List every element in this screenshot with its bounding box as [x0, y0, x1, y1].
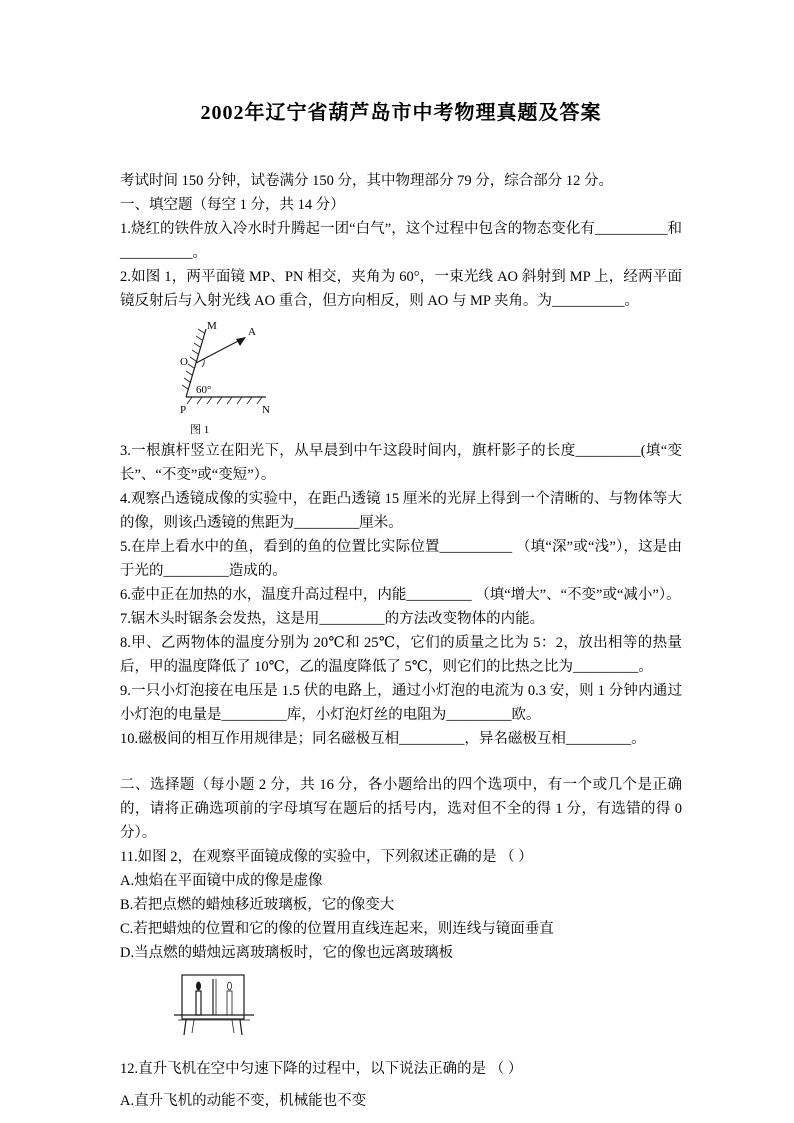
question-12-option-a: A.直升飞机的动能不变，机械能也不变 — [120, 1093, 367, 1109]
question-11-option-c: C.若把蜡烛的位置和它的像的位置用直线连起来，则连线与镜面垂直 — [120, 921, 554, 937]
section2-heading: 二、选择题（每小题 2 分，共 16 分，各小题给出的四个选项中，有一个或几个是正确的，请将正确选项前的字母填写在题后的括号内，选对但不全的得 1 分，有选错的得 0 分）。 — [120, 777, 682, 841]
question-10: 10.磁极间的相互作用规律是；同名磁极互相_________，异名磁极互相_________。 — [120, 731, 646, 747]
label-P: P — [180, 404, 187, 416]
question-11-option-b: B.若把点燃的蜡烛移近玻璃板，它的像变大 — [120, 897, 395, 913]
label-N: N — [262, 404, 270, 416]
figure-1-caption: 图 1 — [190, 424, 210, 436]
question-11-option-d: D.当点燃的蜡烛远离玻璃板时，它的像也远离玻璃板 — [120, 945, 454, 961]
question-9: 9.一只小灯泡接在电压是 1.5 伏的电路上，通过小灯泡的电流为 0.3 安，则 1 分钟内通过小灯泡的电量是_________库，小灯泡灯丝的电阻为_________欧。 — [120, 683, 682, 723]
question-11: 11.如图 2，在观察平面镜成像的实验中，下列叙述正确的是 （ ） — [120, 849, 533, 865]
mirror-diagram — [162, 319, 282, 419]
page-title: 2002年辽宁省葫芦岛市中考物理真题及答案 — [200, 102, 602, 124]
question-6: 6.壶中正在加热的水，温度升高过程中，内能_________ （填“增大”、“不变”或“减小”）。 — [120, 587, 681, 603]
question-8: 8.甲、乙两物体的温度分别为 20℃和 25℃，它们的质量之比为 5：2，放出相等的热量后，甲的温度降低了 10℃，乙的温度降低了 5℃，则它们的比热之比为_________。 — [120, 635, 682, 675]
question-3: 3.一根旗杆竖立在阳光下，从早晨到中午这段时间内，旗杆影子的长度_________(填“变长”、“不变”或“变短”）。 — [120, 443, 682, 483]
label-angle-60: 60° — [196, 384, 212, 396]
figure-1 — [162, 319, 682, 437]
section1-heading: 一、填空题（每空 1 分，共 14 分） — [120, 197, 345, 213]
exam-info: 考试时间 150 分钟，试卷满分 150 分，其中物理部分 79 分，综合部分 12 分。 — [120, 173, 613, 189]
label-A: A — [248, 326, 256, 338]
question-11-option-a: A.烛焰在平面镜中成的像是虚像 — [120, 873, 323, 889]
figure-2 — [172, 971, 682, 1037]
question-5: 5.在岸上看水中的鱼，看到的鱼的位置比实际位置__________ （填“深”或“浅”），这是由于光的_________造成的。 — [120, 539, 682, 579]
candle-mirror-experiment-diagram — [172, 971, 256, 1037]
question-4: 4.观察凸透镜成像的实验中，在距凸透镜 15 厘米的光屏上得到一个清晰的、与物体等大的像，则该凸透镜的焦距为_________厘米。 — [120, 491, 682, 531]
question-1: 1.烧红的铁件放入冷水时升腾起一团“白气”，这个过程中包含的物态变化有__________和__________。 — [120, 221, 682, 261]
label-M: M — [207, 320, 217, 332]
label-O: O — [180, 356, 188, 368]
question-2: 2.如图 1，两平面镜 MP、PN 相交，夹角为 60°，一束光线 AO 斜射到 MP 上，经两平面镜反射后与入射光线 AO 重合，但方向相反，则 AO 与 MP 夹角。为__________。 — [120, 269, 682, 309]
question-7: 7.锯木头时锯条会发热，这是用_________的方法改变物体的内能。 — [120, 611, 545, 627]
question-12: 12.直升飞机在空中匀速下降的过程中，以下说法正确的是 （ ） — [120, 1061, 523, 1077]
